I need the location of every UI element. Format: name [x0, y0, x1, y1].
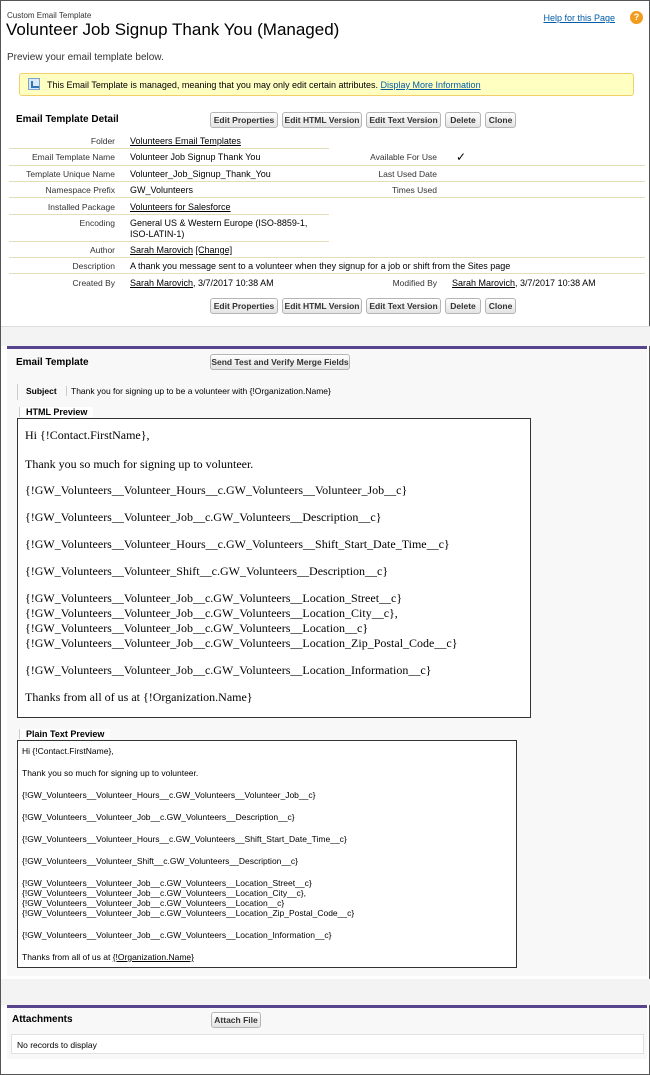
subject-label: Subject — [26, 386, 57, 396]
display-more-info-link[interactable]: Display More Information — [380, 80, 481, 90]
edit-html-version-button-bottom[interactable]: Edit HTML Version — [282, 298, 362, 314]
created-by-user-link[interactable]: Sarah Marovich — [130, 278, 194, 288]
html-line: {!GW_Volunteers__Volunteer_Job__c.GW_Volunteers__Description__c} — [25, 510, 382, 524]
text-line: {!GW_Volunteers__Volunteer_Hours__c.GW_Volunteers__Shift_Start_Date_Time__c} — [22, 834, 347, 844]
delete-button-bottom[interactable]: Delete — [445, 298, 481, 314]
text-preview-tab: Plain Text Preview — [19, 729, 110, 739]
template-name-label: Email Template Name — [32, 152, 115, 162]
available-check-icon: ✓ — [456, 150, 467, 164]
clone-button[interactable]: Clone — [485, 112, 516, 128]
help-icon[interactable]: ? — [630, 11, 643, 24]
author-value — [130, 245, 232, 255]
detail-section-title: Email Template Detail — [16, 114, 119, 125]
page-title: Volunteer Job Signup Thank You (Managed) — [6, 20, 340, 39]
text-preview-box — [17, 740, 517, 968]
unique-name-label: Template Unique Name — [26, 169, 115, 179]
available-label: Available For Use — [370, 152, 437, 162]
text-line: Hi {!Contact.FirstName}, — [22, 746, 114, 756]
html-line: Thank you so much for signing up to volunteer. — [25, 457, 254, 471]
help-link[interactable]: Help for this Page — [543, 13, 615, 23]
folder-label: Folder — [90, 136, 115, 146]
html-line: {!GW_Volunteers__Volunteer_Job__c.GW_Volunteers__Location_Street__c} — [25, 591, 403, 605]
html-line: {!GW_Volunteers__Volunteer_Shift__c.GW_Volunteers__Description__c} — [25, 564, 389, 578]
encoding-label: Encoding — [79, 218, 115, 228]
unique-name-value: Volunteer_Job_Signup_Thank_You — [130, 169, 271, 179]
last-used-label: Last Used Date — [378, 169, 437, 179]
text-line: {!GW_Volunteers__Volunteer_Job__c.GW_Volunteers__Location_City__c}, — [22, 888, 306, 898]
intro-text: Preview your email template below. — [7, 52, 164, 63]
namespace-label: Namespace Prefix — [45, 185, 115, 195]
description-label: Description — [72, 261, 115, 271]
modified-by-user-link[interactable]: Sarah Marovich — [452, 278, 516, 288]
author-link[interactable]: Sarah Marovich — [130, 245, 194, 255]
attachments-title: Attachments — [12, 1014, 73, 1025]
author-label: Author — [89, 245, 115, 255]
description-value: A thank you message sent to a volunteer when they signup for a job or shift from the Sites page — [130, 261, 511, 271]
text-line: {!GW_Volunteers__Volunteer_Shift__c.GW_Volunteers__Description__c} — [22, 856, 298, 866]
no-records-text: No records to display — [17, 1040, 97, 1050]
text-line: {!GW_Volunteers__Volunteer_Job__c.GW_Volunteers__Location__c} — [22, 898, 285, 908]
page-subtitle: Custom Email Template — [7, 11, 92, 20]
installed-package-value[interactable]: Volunteers for Salesforce — [130, 202, 231, 212]
text-line: Thank you so much for signing up to volunteer. — [22, 768, 199, 778]
modified-by-label: Modified By — [392, 278, 437, 288]
section-gap — [1, 326, 650, 346]
org-name-link[interactable]: {!Organization.Name} — [112, 952, 194, 962]
installed-package-label: Installed Package — [47, 202, 115, 212]
encoding-value-line1: General US & Western Europe (ISO-8859-1, — [130, 218, 308, 228]
edit-text-version-button-bottom[interactable]: Edit Text Version — [366, 298, 441, 314]
html-line: Thanks from all of us at {!Organization.Name} — [25, 690, 253, 704]
text-line: {!GW_Volunteers__Volunteer_Job__c.GW_Volunteers__Location_Zip_Postal_Code__c} — [22, 908, 355, 918]
text-line-last: Thanks from all of us at {!Organization.Name} — [22, 952, 194, 962]
managed-notice — [19, 73, 634, 96]
edit-text-version-button[interactable]: Edit Text Version — [366, 112, 441, 128]
attach-file-button[interactable]: Attach File — [211, 1012, 261, 1028]
clone-button-bottom[interactable]: Clone — [485, 298, 516, 314]
html-preview-box — [17, 418, 531, 718]
folder-value[interactable]: Volunteers Email Templates — [130, 136, 241, 146]
edit-properties-button[interactable]: Edit Properties — [210, 112, 278, 128]
notice-text: This Email Template is managed, meaning that you may only edit certain attributes. Display More Information — [47, 80, 481, 90]
author-change-link[interactable]: [Change] — [195, 245, 233, 255]
html-line: {!GW_Volunteers__Volunteer_Hours__c.GW_Volunteers__Shift_Start_Date_Time__c} — [25, 537, 450, 551]
created-by-value: Sarah Marovich, 3/7/2017 10:38 AM — [130, 278, 274, 288]
delete-button[interactable]: Delete — [445, 112, 481, 128]
text-line: {!GW_Volunteers__Volunteer_Job__c.GW_Volunteers__Location_Street__c} — [22, 878, 312, 888]
html-line: {!GW_Volunteers__Volunteer_Hours__c.GW_Volunteers__Volunteer_Job__c} — [25, 483, 408, 497]
subject-row — [17, 384, 637, 400]
subject-value: Thank you for signing up to be a volunteer with {!Organization.Name} — [66, 386, 331, 396]
template-name-value: Volunteer Job Signup Thank You — [130, 152, 261, 162]
html-line: Hi {!Contact.FirstName}, — [25, 428, 150, 442]
text-line: {!GW_Volunteers__Volunteer_Job__c.GW_Volunteers__Description__c} — [22, 812, 295, 822]
section-gap-2 — [1, 979, 650, 1005]
text-line: {!GW_Volunteers__Volunteer_Job__c.GW_Volunteers__Location_Information__c} — [22, 930, 332, 940]
modified-by-value: Sarah Marovich, 3/7/2017 10:38 AM — [452, 278, 596, 288]
html-preview-tab: HTML Preview — [19, 407, 93, 417]
attachments-empty-row — [11, 1034, 644, 1054]
encoding-value-line2: ISO-LATIN-1) — [130, 229, 185, 239]
info-icon — [28, 78, 40, 90]
email-template-title: Email Template — [16, 357, 89, 368]
created-by-label: Created By — [72, 278, 115, 288]
send-test-button[interactable]: Send Test and Verify Merge Fields — [210, 354, 350, 370]
text-line: {!GW_Volunteers__Volunteer_Hours__c.GW_Volunteers__Volunteer_Job__c} — [22, 790, 316, 800]
edit-properties-button-bottom[interactable]: Edit Properties — [210, 298, 278, 314]
html-line: {!GW_Volunteers__Volunteer_Job__c.GW_Volunteers__Location_Information__c} — [25, 663, 432, 677]
html-line: {!GW_Volunteers__Volunteer_Job__c.GW_Volunteers__Location_Zip_Postal_Code__c} — [25, 636, 458, 650]
namespace-value: GW_Volunteers — [130, 185, 194, 195]
html-line: {!GW_Volunteers__Volunteer_Job__c.GW_Volunteers__Location_City__c}, — [25, 606, 398, 620]
html-line: {!GW_Volunteers__Volunteer_Job__c.GW_Volunteers__Location__c} — [25, 621, 369, 635]
edit-html-version-button[interactable]: Edit HTML Version — [282, 112, 362, 128]
times-used-label: Times Used — [391, 185, 437, 195]
